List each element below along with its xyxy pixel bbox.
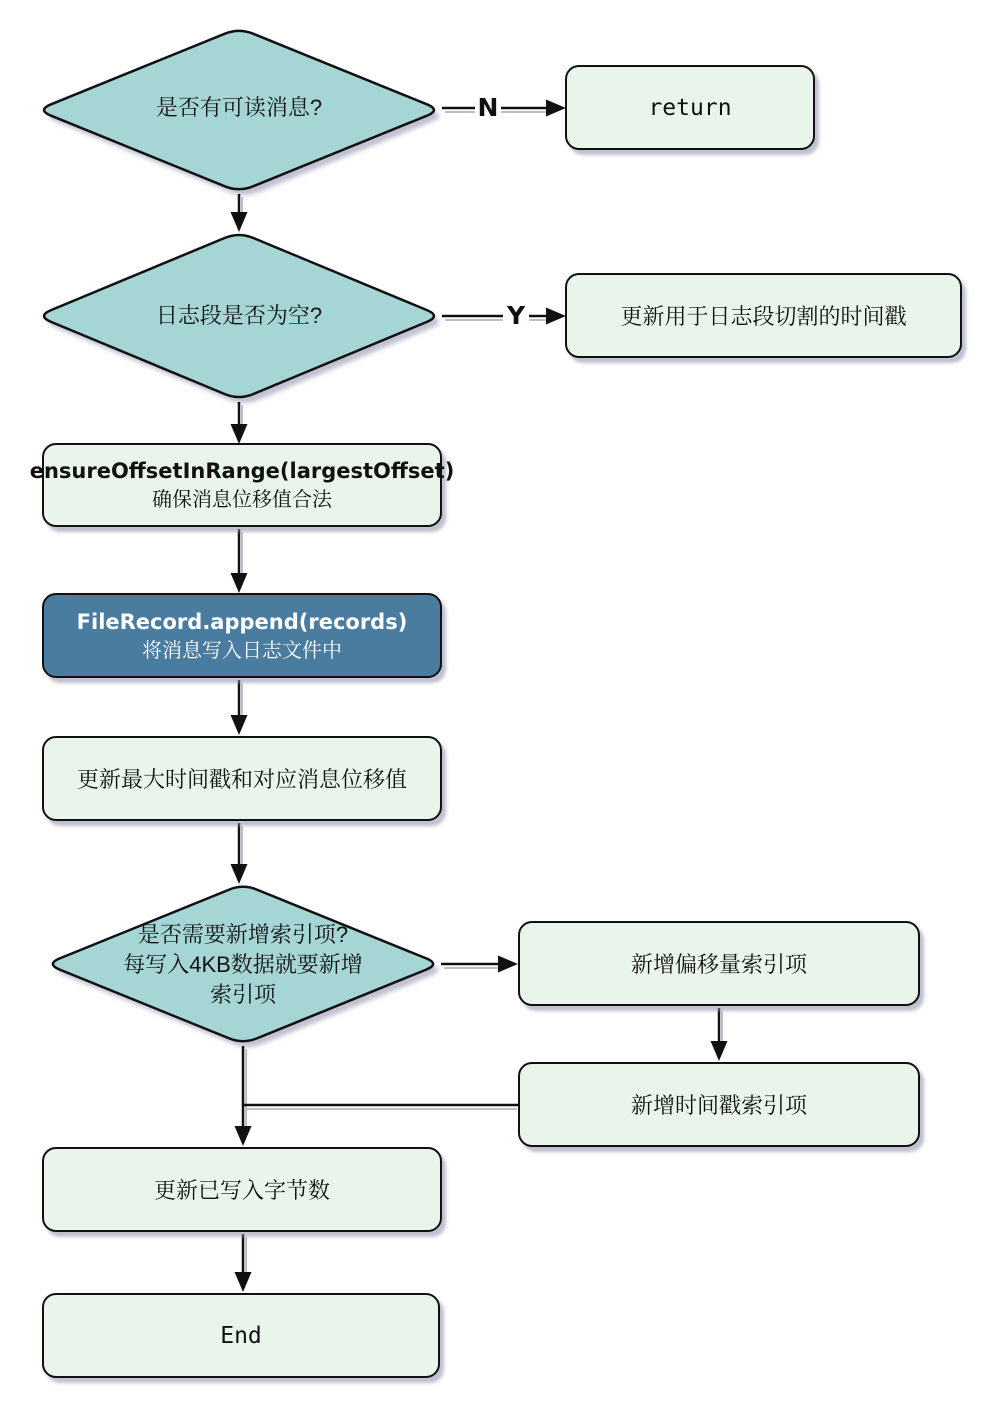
arrowhead-down-icon [231, 715, 248, 735]
decision-has-readable-label [60, 86, 418, 130]
process-label: 新增时间戳索引项 [630, 1093, 807, 1118]
process-add-timestamp-index [518, 1062, 920, 1147]
process-label: 更新用于日志段切割的时间戳 [620, 304, 907, 329]
process-label: return [648, 94, 732, 121]
process-label: 更新最大时间戳和对应消息位移值 [76, 767, 407, 792]
process-subtitle: 将消息写入日志文件中 [142, 639, 342, 662]
arrowhead-down-icon [231, 573, 248, 593]
decision-text-line: 索引项 [209, 982, 276, 1007]
arrowhead-down-icon [711, 1041, 728, 1061]
edge-label-yes [503, 295, 529, 335]
process-file-record-append [42, 593, 442, 678]
process-label: 新增偏移量索引项 [630, 952, 807, 977]
edge-label-no [475, 87, 501, 127]
decision-segment-empty-label [60, 294, 418, 338]
arrowhead-down-icon [235, 1126, 252, 1146]
process-return [565, 65, 815, 150]
decision-need-index-label [63, 919, 423, 1011]
decision-text-line: 是否需要新增索引项? [137, 922, 349, 947]
decision-text-line: 每写入4KB数据就要新增 [123, 952, 363, 977]
process-ensure-offset-in-range [29, 443, 455, 527]
process-title: FileRecord.append(records) [76, 609, 408, 634]
arrowhead-down-icon [235, 1272, 252, 1292]
arrowhead-down-icon [231, 212, 248, 232]
process-end [42, 1293, 440, 1378]
arrowhead-right-icon [546, 100, 566, 117]
edge-label-text: Y [506, 300, 526, 330]
process-update-roll-timestamp [565, 273, 962, 358]
process-subtitle: 确保消息位移值合法 [152, 489, 332, 511]
arrowhead-right-icon [498, 956, 518, 973]
process-update-max-timestamp [42, 736, 442, 821]
process-update-written-bytes [42, 1147, 442, 1232]
decision-text: 日志段是否为空? [155, 303, 323, 328]
decision-text: 是否有可读消息? [155, 95, 323, 120]
process-title: ensureOffsetInRange(largestOffset) [29, 459, 455, 483]
arrowhead-down-icon [231, 864, 248, 884]
process-label: End [220, 1322, 262, 1349]
arrowhead-right-icon [546, 308, 566, 325]
arrowhead-down-icon [231, 424, 248, 444]
process-label: 更新已写入字节数 [153, 1178, 330, 1203]
edge-label-text: N [477, 92, 499, 122]
process-add-offset-index [518, 921, 920, 1006]
